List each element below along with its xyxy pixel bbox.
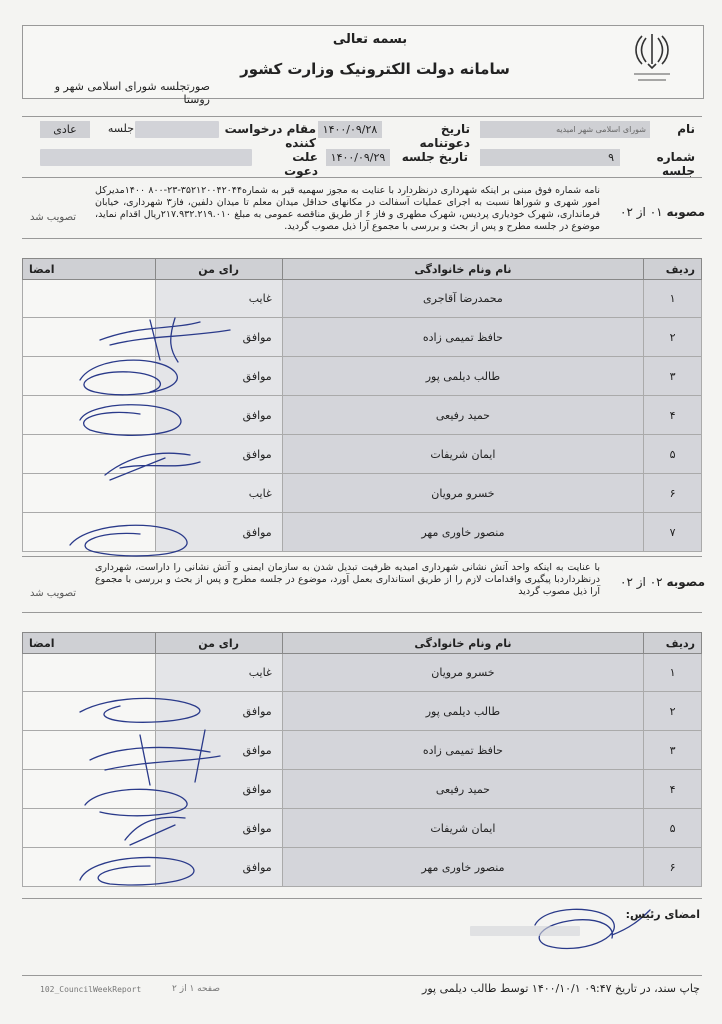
session-label: جلسه [107, 122, 134, 135]
signature-cell [23, 280, 156, 318]
resolution-label: مصوبه [666, 205, 705, 219]
member-vote: موافق [155, 396, 282, 435]
member-name: محمدرضا آقاجری [282, 280, 643, 318]
member-vote: موافق [155, 848, 282, 887]
divider [22, 898, 702, 899]
row-index: ۱ [644, 654, 702, 692]
member-vote: موافق [155, 770, 282, 809]
member-name: حمید رفیعی [282, 770, 643, 809]
resolution-total: ۰۲ [620, 575, 633, 589]
row-index: ۶ [644, 474, 702, 513]
signature-cell [23, 396, 156, 435]
signature-cell [23, 435, 156, 474]
member-vote: موافق [155, 731, 282, 770]
invite-date-label: تاریخ دعوتنامه [419, 122, 470, 150]
print-date: ۱۴۰۰/۱۰/۱ [531, 982, 581, 995]
member-name: منصور خاوری مهر [282, 513, 643, 552]
votes-table-2 [22, 632, 702, 887]
table-row [23, 513, 702, 552]
header-signature: امضا [23, 259, 156, 280]
print-time: ۰۹:۴۷ [584, 982, 612, 995]
header-signature: امضا [23, 633, 156, 654]
system-title: سامانه دولت الکترونیک وزارت کشور [240, 60, 510, 78]
resolution-2-counter [610, 575, 705, 589]
divider [22, 975, 702, 976]
divider [22, 612, 702, 613]
session-date-value: ۱۴۰۰/۰۹/۲۹ [326, 149, 390, 166]
row-index: ۵ [644, 809, 702, 848]
resolution-2-text: با عنایت به اینکه واحد آتش نشانی شهرداری امیدیه ظرفیت تبدیل شدن به سازمان ایمنی و آتش نشانی را داراست، شهرداری درنظرداردبا پیگیری واقدامات لازم را از طریق استانداری بعمل آورد، موضوع در جلسه مطرح و پس از بحث و بررسی با مجموع آرا ذیل مصوب گردید [95, 562, 600, 597]
member-name: طالب دیلمی پور [282, 357, 643, 396]
row-index: ۲ [644, 318, 702, 357]
member-vote: موافق [155, 318, 282, 357]
signature-cell [23, 848, 156, 887]
row-index: ۷ [644, 513, 702, 552]
resolution-of: از [636, 575, 646, 589]
member-vote: موافق [155, 692, 282, 731]
member-name: حمید رفیعی [282, 396, 643, 435]
member-vote: غایب [155, 280, 282, 318]
row-index: ۳ [644, 357, 702, 396]
resolution-1-counter [610, 205, 705, 219]
session-number-label: شماره جلسه [656, 150, 695, 178]
table-row [23, 731, 702, 770]
signature-cell [23, 357, 156, 396]
council-name-value: شورای اسلامی شهر امیدیه [480, 121, 650, 138]
member-name: طالب دیلمی پور [282, 692, 643, 731]
member-name: حافظ تمیمی زاده [282, 731, 643, 770]
header-vote: رای من [155, 259, 282, 280]
system-report-name: 102_CouncilWeekReport [40, 985, 142, 994]
member-vote: موافق [155, 513, 282, 552]
member-vote: موافق [155, 809, 282, 848]
row-index: ۶ [644, 848, 702, 887]
page-number: صفحه ۱ از ۲ [172, 984, 220, 994]
table-row [23, 770, 702, 809]
print-info [380, 982, 700, 995]
row-index: ۲ [644, 692, 702, 731]
member-name: حافظ تمیمی زاده [282, 318, 643, 357]
name-label: نام [677, 122, 695, 136]
signature-cell [23, 809, 156, 848]
member-vote: موافق [155, 357, 282, 396]
print-label: چاپ سند، در تاریخ [615, 982, 700, 995]
session-type-value: عادی [40, 121, 90, 138]
signature-cell [23, 731, 156, 770]
signature-cell [23, 513, 156, 552]
resolution-1-text: نامه شماره فوق مبنی بر اینکه شهرداری درنظردارد با عنایت به مجوز سهمیه قیر به شماره۳۵۲۱۲۰۰۴۲۰۴۴-۲۳-۸۰۰ ۱۴۰۰مدیرکل امور شهری و شوراها نسبت به اجرای عملیات آسفالت در مکانهای حداقل میدان معلم تا میدان دلفین، فاز۳ شهرداری، خیابان فرمانداری، شهرک خودیاری پردیس، شهرک مطهری و فاز ۶ از طریق مناقصه عمومی به مبلغ ۲۱۷.۹۳۲.۲۱۹.۰۱۰ریال اقدام نماید، موضوع در جلسه مطرح و پس از بحث و بررسی با مجموع آرا ذیل مصوب گردید. [95, 185, 601, 232]
table-row [23, 435, 702, 474]
minutes-title: صورتجلسه شورای اسلامی شهر و روستا [54, 80, 210, 106]
row-index: ۵ [644, 435, 702, 474]
invite-reason-value [40, 149, 252, 166]
resolution-2-status: تصویب شد [30, 588, 77, 599]
header-name: نام ونام خانوادگی [282, 633, 643, 654]
table-row [23, 357, 702, 396]
requester-value [135, 121, 219, 138]
header-name: نام ونام خانوادگی [282, 259, 643, 280]
table-row [23, 654, 702, 692]
row-index: ۳ [644, 731, 702, 770]
invite-reason-label: علت دعوت [284, 150, 318, 178]
member-vote: غایب [155, 654, 282, 692]
signature-cell [23, 770, 156, 809]
resolution-number: ۰۲ [649, 575, 663, 589]
resolution-label: مصوبه [666, 575, 705, 589]
divider [22, 556, 702, 557]
invite-date-value: ۱۴۰۰/۰۹/۲۸ [318, 121, 382, 138]
member-name: خسرو مرویان [282, 474, 643, 513]
member-name: خسرو مرویان [282, 654, 643, 692]
member-name: ایمان شریفات [282, 435, 643, 474]
printed-by: طالب دیلمی پور [422, 982, 497, 995]
divider [22, 238, 702, 239]
table-row [23, 809, 702, 848]
header-vote: رای من [155, 633, 282, 654]
session-date-label: تاریخ جلسه [401, 150, 468, 164]
table-row [23, 848, 702, 887]
member-vote: موافق [155, 435, 282, 474]
iran-emblem-icon [628, 30, 676, 88]
table-row [23, 280, 702, 318]
signature-cell [23, 318, 156, 357]
votes-table-1 [22, 258, 702, 552]
row-index: ۴ [644, 770, 702, 809]
chairman-redacted [470, 926, 580, 936]
member-vote: غایب [155, 474, 282, 513]
member-name: منصور خاوری مهر [282, 848, 643, 887]
signature-cell [23, 692, 156, 731]
resolution-number: ۰۱ [649, 205, 663, 219]
table-row [23, 474, 702, 513]
row-index: ۴ [644, 396, 702, 435]
resolution-1-status: تصویب شد [30, 212, 77, 223]
by-label: توسط [500, 982, 529, 995]
basmala: بسمه تعالی [332, 32, 408, 47]
requester-label: مقام درخواست کننده [224, 122, 316, 150]
table-row [23, 692, 702, 731]
header-row: ردیف [644, 633, 702, 654]
member-name: ایمان شریفات [282, 809, 643, 848]
row-index: ۱ [644, 280, 702, 318]
resolution-total: ۰۲ [620, 205, 633, 219]
signature-cell [23, 654, 156, 692]
header-row: ردیف [644, 259, 702, 280]
table-row [23, 396, 702, 435]
session-number-value: ۹ [480, 149, 620, 166]
resolution-of: از [636, 205, 646, 219]
chairman-signature-label: امضای رئیس: [625, 908, 700, 921]
signature-cell [23, 474, 156, 513]
table-row [23, 318, 702, 357]
